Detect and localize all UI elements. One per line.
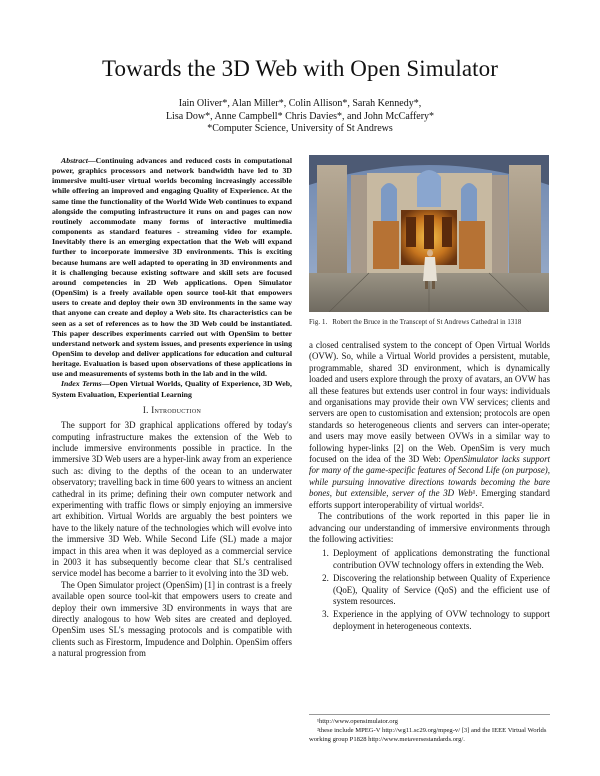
intro-paragraph-2: The Open Simulator project (OpenSim) [1] in contrast is a freely available open source tool-kit that empowers users to create and deploy their own immersive 3D environments in ways that are directly analogous to how Web sites are created and deployed. OpenSim uses SL's messaging protocols and is compatible with clients such as Firestorm, Impudence and Dolphin. OpenSim offers a natural progression from: [52, 579, 292, 659]
paper-title: Towards the 3D Web with Open Simulator: [102, 56, 498, 81]
right-paragraph-1: [309, 340, 550, 511]
index-terms-text: —Open Virtual Worlds, Quality of Experience, 3D Web, System Evaluation, Experiential Learning: [52, 379, 292, 399]
contribution-item: 3. Experience in the applying of OVW technology to support deployment in heterogeneous contexts.: [331, 609, 550, 632]
affiliation: *Computer Science, University of St Andrews: [207, 123, 393, 135]
contributions-list: [309, 548, 550, 632]
left-column: [52, 156, 292, 660]
index-terms: [52, 379, 292, 399]
author-line-2: Lisa Dow*, Anne Campbell* Chris Davies*, and John McCaffery*: [165, 110, 435, 122]
right-paragraph-1-a: a closed centralised system to the concept of Open Virtual Worlds (OVW). So, while a Virtual World provides a persistent, mutable, programmable, shared 3D environment, which is dynamically loaded and users explore through the proxy of avatars, an OVW has all these features but extends user control in four ways: individuals and organisations may provide their own VW services; clients and servers are open to customisation and extension; protocols are open standards so heterogeneous clients and servers can inter-operate; and users may move easily between OVWs in a similar way to following hyper-links [2] on the Web. OpenSim is very much focused on the idea of the 3D Web:: [309, 340, 550, 465]
figure-caption-label: Fig. 1.: [309, 319, 328, 326]
contribution-item: 2. Discovering the relationship between Quality of Experience (QoE), Quality of Service (QoS) and the efficient use of system resources.: [331, 573, 550, 607]
author-block: [60, 98, 540, 136]
opensim-quote: OpenSimulator lacks support for many of the game-specific features of Second Life (on purpose), while pursuing innovative directions towards becoming the bare bones, but extensible, server of the 3D Web: [309, 454, 550, 499]
abstract: [52, 156, 292, 379]
footnote-2: ²these include MPEG-V http://wg11.sc29.org/mpeg-v/ [3] and the IEEE Virtual Worlds working group P1828 http://www.metaversestandards.org/.: [309, 726, 547, 743]
section-heading-introduction: I. Introduction: [142, 404, 202, 415]
right-paragraph-2: The contributions of the work reported in this paper lie in advancing our understanding of immersive environments through the following activities:: [309, 511, 550, 544]
footnote-1: ¹http://www.opensimulator.org: [317, 718, 398, 725]
author-line-1: Iain Oliver*, Alan Miller*, Colin Allison*, Sarah Kennedy*,: [178, 98, 422, 109]
figure-caption-text: Robert the Bruce in the Transcept of St Andrews Cathedral in 1318: [332, 319, 522, 326]
figure-cathedral-image: [309, 155, 549, 312]
right-column: [309, 340, 550, 634]
cathedral-render-image: [309, 155, 549, 312]
figure-caption: [309, 318, 554, 327]
index-terms-label: Index Terms: [61, 379, 102, 389]
footnotes: [309, 714, 550, 744]
right-paragraph-1-b: ¹. Emerging standard efforts support interoperability of virtual worlds².: [309, 488, 550, 510]
contribution-item: 1. Deployment of applications demonstrating the functional contribution OVW technology offers in extending the Web.: [331, 548, 550, 571]
abstract-text: —Continuing advances and reduced costs in computational power, graphics processors and network bandwidth have led to 3D immersive multi-user virtual worlds becoming increasingly accessible while offering an improved and engaging Quality of Experience. At the same time the functionality of the World Wide Web continues to expand alongside the computing infrastructure it runs on and pages can now routinely accommodate many forms of interactive multimedia components as standard features - streaming video for example. Inevitably there is an emerging expectation that the Web will expand further to incorporate immersive 3D environments. This is exciting because humans are well adapted to operating in 3D environments and it is challenging because existing software and skill sets are focused around competencies in 2D Web applications. Open Simulator (OpenSim) is a freely available open source tool-kit that empowers users to create and deploy their own 3D environments in the same way that anyone can create and deploy a Web site. Its characteristics can be seen as a set of references as to how the 3D Web could be instantiated. This paper describes experiments carried out with OpenSim to better understand network and system issues, and presents experience in using OpenSim to develop and deliver applications for education and cultural heritage. Evaluation is based upon observations of these applications in use and measurements of systems both in the lab and in the wild.: [52, 156, 292, 379]
abstract-label: Abstract: [61, 156, 88, 165]
intro-paragraph-1: The support for 3D graphical applications offered by today's computing infrastructure makes the extension of the Web to include immersive environments possible in practice. In the immersive 3D Web users are a hyper-link away from an experience such as: diving to the depths of the ocean to an underwater observatory; travelling back in time 600 years to witness an ancient cathedral in its prime; defining their own computer network and experimenting with traffic flows or simply enjoying an immersive art exhibition. Virtual Worlds are arguably the best pointers we have to the likely nature of the technologies which will evolve into the immersive 3D Web. While Second Life (SL) made a major impact in this area when it was deployed as a commercial service in 2003 it has subsequently become clear that SL's centralised service model has become a barrier to it evolving into the 3D web.: [52, 420, 292, 579]
